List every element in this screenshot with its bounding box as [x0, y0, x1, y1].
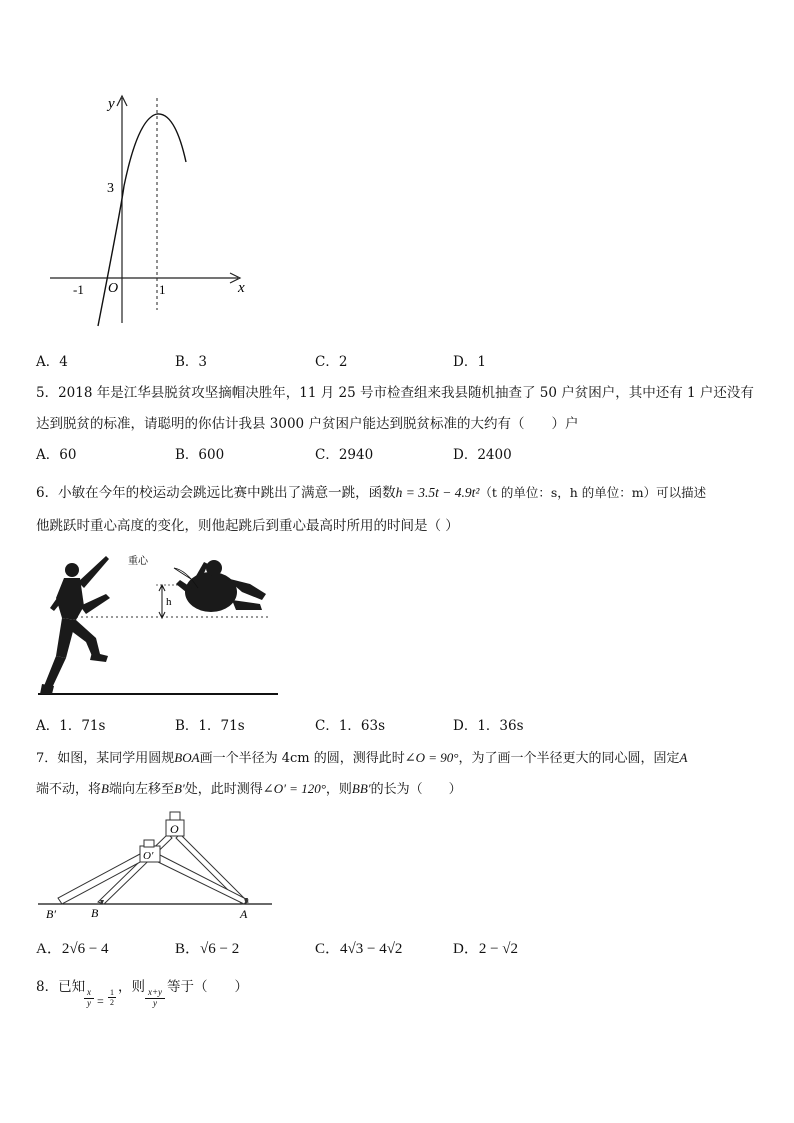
q7-line2-mid2: 处，此时测得 [184, 782, 263, 797]
q6-option-b[interactable]: B．1．71s [175, 718, 245, 734]
q7-bprime: B′ [173, 781, 185, 796]
tick-3: 3 [107, 181, 114, 196]
fig-o-label: O [170, 822, 179, 836]
q4-option-b[interactable]: B．3 [175, 354, 208, 370]
q8-frac1 [84, 988, 94, 1009]
q8-frac2-num: 1 [110, 988, 114, 997]
q5-option-d[interactable]: D．2400 [453, 447, 512, 463]
q6-option-d[interactable]: D．1．36s [453, 718, 524, 734]
q7-angle1: ∠O = 90° [404, 750, 459, 765]
fig-oprime-label: O′ [143, 850, 154, 862]
q7-line2-pre: 端不动，将 [36, 782, 102, 797]
q4-option-c[interactable]: C．2 [315, 354, 348, 370]
q7-b: B [101, 781, 109, 796]
center-of-gravity-label: 重心 [128, 556, 148, 567]
origin-label: O [108, 281, 119, 296]
q4-option-d[interactable]: D．1 [453, 354, 486, 370]
airborne-jumper-icon [176, 560, 266, 612]
takeoff-jumper-icon [40, 556, 110, 694]
q7-line2-post: 的长为（ ） [370, 782, 462, 797]
q5-option-c[interactable]: C．2940 [315, 447, 374, 463]
h-label: h [166, 596, 172, 608]
long-jump-figure [36, 548, 281, 700]
fig-a-label: A [240, 907, 248, 921]
q8-mid: ，则 [118, 979, 145, 995]
q8-frac3-num: x+y [145, 988, 165, 999]
q7-line1 [36, 751, 687, 765]
q7-boa: BOA [174, 750, 200, 765]
q8-frac3 [145, 988, 165, 1009]
q7-line1-post: ，为了画一个半径更大的同心圆，固定 [458, 751, 680, 766]
q8-frac3-den: y [153, 997, 157, 1008]
parabola-graph [40, 88, 260, 333]
y-label: y [108, 96, 115, 112]
q7-option-a[interactable]: A．2√6 − 4 [36, 941, 109, 957]
fig-b-label: B [91, 906, 99, 920]
q8-frac2 [108, 988, 116, 1007]
q7-a-end: A [679, 750, 688, 765]
q7-line2-mid: 端向左移至 [108, 782, 174, 797]
q7-option-b[interactable]: B．√6 − 2 [175, 941, 240, 957]
q7-line2 [36, 782, 462, 796]
compass-figure [36, 806, 276, 924]
q7-option-c[interactable]: C．4√3 − 4√2 [315, 941, 403, 957]
q6-option-a[interactable]: A．1．71s [36, 718, 106, 734]
q6-option-c[interactable]: C．1．63s [315, 718, 386, 734]
q6-line2: 他跳跃时重心高度的变化，则他起跳后到重心最高时所用的时间是（ ） [36, 518, 459, 534]
tick-1: 1 [159, 282, 166, 297]
q7-line2-mid3: ，则 [325, 782, 352, 797]
fig-bprime-label: B′ [46, 907, 56, 921]
q7-line1-mid: 画一个半径为 4cm 的圆，测得此时 [199, 751, 405, 766]
q7-line1-pre: 7．如图，某同学用圆规 [36, 751, 175, 766]
q8-eq: = [97, 994, 104, 1008]
q5-option-b[interactable]: B．600 [175, 447, 225, 463]
q6-line1-pre: 6．小敏在今年的校运动会跳远比赛中跳出了满意一跳，函数 [36, 485, 396, 501]
q5-line1: 5．2018 年是江华县脱贫攻坚摘帽决胜年，11 月 25 号市检查组来我县随机抽查了 50 户贫困户，其中还有 1 户还没有 [36, 385, 754, 401]
q4-option-a[interactable]: A．4 [36, 354, 68, 370]
q8-frac2-den: 2 [110, 998, 114, 1008]
tick-neg1: -1 [73, 282, 84, 297]
q8-frac1-den: y [87, 997, 91, 1008]
q8-pre: 8．已知 [36, 979, 86, 995]
q5-option-a[interactable]: A．60 [36, 447, 77, 463]
q7-bbprime: BB′ [351, 781, 371, 796]
q6-line1 [36, 486, 706, 501]
q8-post: 等于（ ） [167, 979, 248, 995]
q7-angle2: ∠O′ = 120° [262, 781, 326, 796]
x-label: x [238, 280, 245, 296]
q6-line1-post: （t 的单位：s，h 的单位：m）可以描述 [479, 485, 707, 500]
q5-line2: 达到脱贫的标准，请聪明的你估计我县 3000 户贫困户能达到脱贫标准的大约有（ ）户 [36, 416, 579, 432]
q8-frac1-num: x [84, 988, 94, 999]
q6-formula: h = 3.5t − 4.9t² [395, 485, 480, 500]
q7-option-d[interactable]: D．2 − √2 [453, 941, 519, 957]
